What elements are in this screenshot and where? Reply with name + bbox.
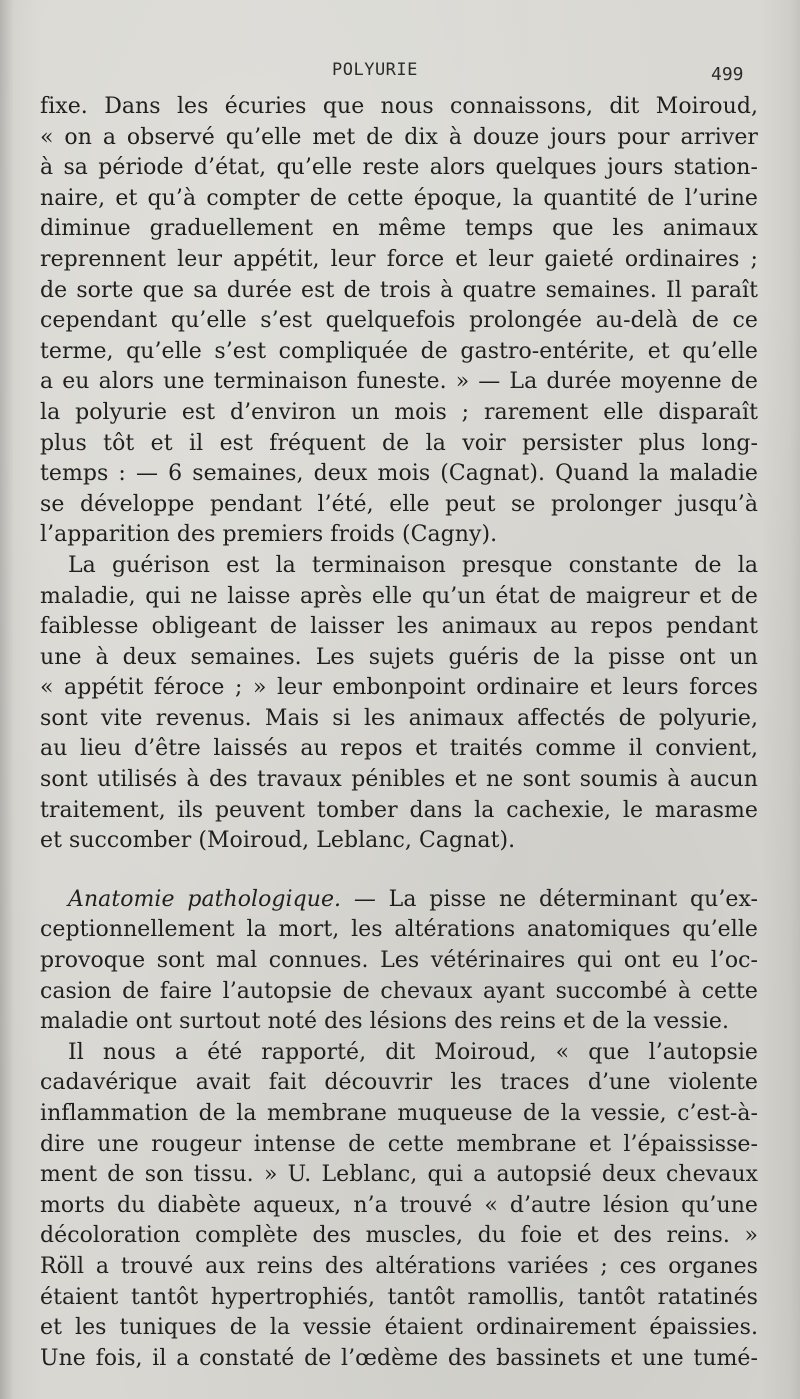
text-line: morts du diabète aqueux, n’a trouvé « d’autre lésion qu’une: [40, 1192, 758, 1218]
section-heading: Anatomie pathologique.: [68, 886, 342, 912]
text-line: étaient tantôt hypertrophiés, tantôt ramollis, tantôt ratatinés: [40, 1284, 758, 1310]
text-line: terme, qu’elle s’est compliquée de gastro-entérite, et qu’elle: [40, 338, 758, 364]
text-line: une à deux semaines. Les sujets guéris de la pisse ont un: [40, 644, 758, 670]
text-line: « on a observé qu’elle met de dix à douze jours pour arriver: [40, 124, 758, 150]
section-gap: [40, 857, 758, 885]
text-line: plus tôt et il est fréquent de la voir persister plus long-: [40, 430, 758, 456]
paragraph-pathology: [40, 885, 758, 1038]
text-line: et succomber (Moiroud, Leblanc, Cagnat).: [40, 828, 516, 854]
text-line: dire une rougeur intense de cette membrane et l’épaississe-: [40, 1131, 758, 1157]
text-line: reprennent leur appétit, leur force et leur gaieté ordinaires ;: [40, 246, 758, 272]
text-line: « appétit féroce ; » leur embonpoint ordinaire et leurs forces: [40, 675, 758, 701]
text-line: traitement, ils peuvent tomber dans la cachexie, le marasme: [40, 797, 758, 823]
text-line: diminue graduellement en même temps que les animaux: [40, 216, 758, 242]
text-line: provoque sont mal connues. Les vétérinaires qui ont eu l’oc-: [40, 948, 758, 974]
text-line: maladie ont surtout noté des lésions des reins et de la vessie.: [40, 1009, 730, 1035]
text-line: faiblesse obligeant de laisser les animaux au repos pendant: [40, 614, 758, 640]
text-line: ment de son tissu. » U. Leblanc, qui a autopsié deux chevaux: [40, 1162, 758, 1188]
text-line: de sorte que sa durée est de trois à quatre semaines. Il paraît: [40, 277, 758, 303]
body-text: [40, 92, 758, 1374]
text-line: cependant qu’elle s’est quelquefois prolongée au-delà de ce: [40, 308, 758, 334]
text-line: [40, 885, 758, 916]
paragraph-autopsy: [40, 1038, 758, 1375]
text-line: naire, et qu’à compter de cette époque, la quantité de l’urine: [40, 185, 758, 211]
text-line: cadavérique avait fait découvrir les traces d’une violente: [40, 1070, 758, 1096]
text-line: maladie, qui ne laisse après elle qu’un état de maigreur et de: [40, 583, 758, 609]
text-line: sont utilisés à des travaux pénibles et ne sont soumis à aucun: [40, 767, 758, 793]
text-line: temps : — 6 semaines, deux mois (Cagnat). Quand la maladie: [40, 461, 758, 487]
text-line: au lieu d’être laissés au repos et traités comme il convient,: [40, 736, 758, 762]
text-line: la polyurie est d’environ un mois ; rarement elle disparaît: [40, 399, 758, 425]
text-line: à sa période d’état, qu’elle reste alors quelques jours station-: [40, 155, 758, 181]
text-line: Une fois, il a constaté de l’œdème des bassinets et une tumé-: [40, 1345, 758, 1371]
text-line: ceptionnellement la mort, les altérations anatomiques qu’elle: [40, 917, 758, 943]
heading-continuation: — La pisse ne déterminant qu’ex-: [341, 886, 759, 912]
text-line: fixe. Dans les écuries que nous connaissons, dit Moiroud,: [40, 94, 758, 119]
running-title: POLYURIE: [332, 60, 418, 80]
text-line: Röll a trouvé aux reins des altérations variées ; ces organes: [40, 1253, 758, 1279]
paragraph-recovery: [40, 551, 758, 857]
text-line: La guérison est la terminaison presque constante de la: [68, 552, 758, 578]
text-line: et les tuniques de la vessie étaient ordinairement épaissies.: [40, 1315, 758, 1341]
text-line: a eu alors une terminaison funeste. » — La durée moyenne de: [40, 369, 758, 395]
page-header: [0, 56, 800, 90]
text-line: l’apparition des premiers froids (Cagny).: [40, 522, 498, 548]
text-line: décoloration complète des muscles, du foie et des reins. »: [40, 1223, 758, 1249]
page-number: 499: [711, 64, 744, 85]
text-line: sont vite revenus. Mais si les animaux affectés de polyurie,: [40, 705, 758, 731]
text-line: Il nous a été rapporté, dit Moiroud, « que l’autopsie: [68, 1039, 758, 1065]
text-line: casion de faire l’autopsie de chevaux ayant succombé à cette: [40, 978, 758, 1004]
paragraph-duration: [40, 92, 758, 551]
text-line: se développe pendant l’été, elle peut se prolonger jusqu’à: [40, 491, 758, 517]
text-line: inflammation de la membrane muqueuse de la vessie, c’est-à-: [40, 1101, 758, 1126]
